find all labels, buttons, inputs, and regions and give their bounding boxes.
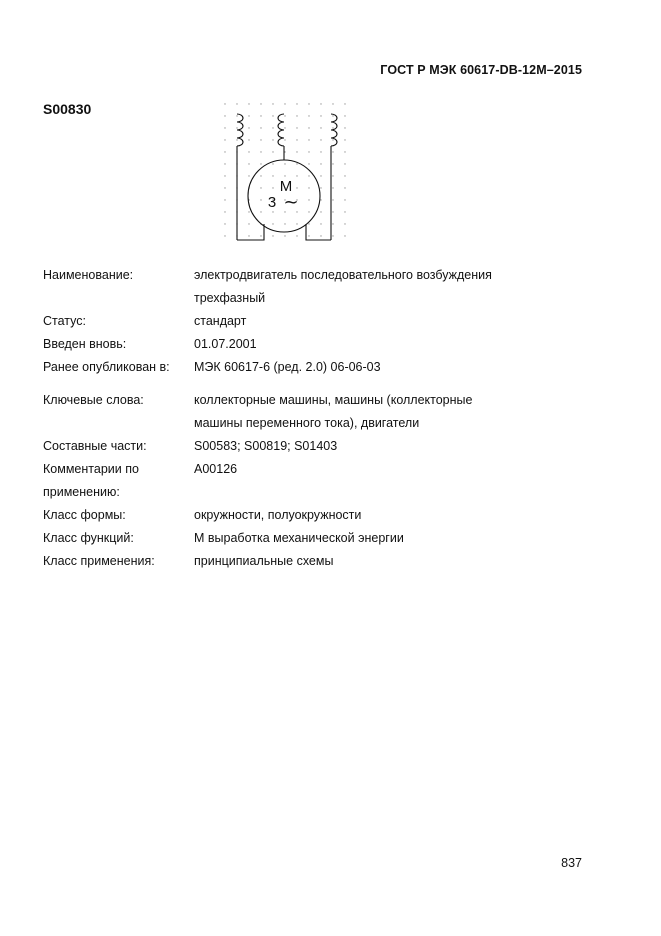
grid-dot xyxy=(224,223,225,224)
grid-dot xyxy=(320,235,321,236)
field-value-cell xyxy=(194,333,554,356)
grid-dot xyxy=(224,151,225,152)
field-label: Наименование: xyxy=(43,268,134,282)
grid-dot xyxy=(272,223,273,224)
motor-letter: M xyxy=(279,178,293,195)
motor-symbol-figure xyxy=(222,100,347,248)
grid-dot xyxy=(272,211,273,212)
grid-dot xyxy=(308,175,309,176)
grid-dot xyxy=(332,175,333,176)
grid-dot xyxy=(296,151,297,152)
grid-dot xyxy=(284,115,285,116)
grid-dot xyxy=(308,199,309,200)
winding-middle-coil xyxy=(278,114,284,146)
grid-dot xyxy=(260,187,261,188)
grid-dot xyxy=(272,187,273,188)
grid-dot xyxy=(308,103,309,104)
metadata-row xyxy=(43,435,554,458)
grid-dot xyxy=(224,187,225,188)
grid-dot xyxy=(224,211,225,212)
field-value-cell xyxy=(194,504,554,527)
grid-dot xyxy=(284,235,285,236)
grid-dot xyxy=(248,211,249,212)
grid-dot xyxy=(344,127,345,128)
grid-dot xyxy=(248,223,249,224)
grid-dots xyxy=(224,103,345,236)
motor-phase-number: 3 xyxy=(267,194,277,211)
grid-dot xyxy=(260,211,261,212)
grid-dot xyxy=(332,139,333,140)
page-number: 837 xyxy=(561,856,582,870)
field-label: Ранее опубликован в: xyxy=(43,360,170,374)
grid-dot xyxy=(308,211,309,212)
grid-dot xyxy=(224,103,225,104)
grid-dot xyxy=(260,103,261,104)
grid-dot xyxy=(332,127,333,128)
grid-dot xyxy=(224,175,225,176)
grid-dot xyxy=(296,187,297,188)
metadata-row xyxy=(43,550,554,573)
grid-dot xyxy=(224,235,225,236)
grid-dot xyxy=(332,187,333,188)
field-label-cell xyxy=(43,356,194,379)
grid-dot xyxy=(308,235,309,236)
grid-dot xyxy=(320,115,321,116)
grid-dot xyxy=(260,151,261,152)
grid-dot xyxy=(296,103,297,104)
field-value: A00126 xyxy=(194,462,238,476)
grid-dot xyxy=(260,235,261,236)
field-value: машины переменного тока), двигатели xyxy=(194,416,420,430)
grid-dot xyxy=(344,223,345,224)
field-value: стандарт xyxy=(194,314,247,328)
grid-dot xyxy=(248,235,249,236)
grid-dot xyxy=(248,115,249,116)
grid-dot xyxy=(344,199,345,200)
field-label-cell xyxy=(43,435,194,458)
field-label: Класс функций: xyxy=(43,531,134,545)
grid-dot xyxy=(260,127,261,128)
field-value-cell xyxy=(194,356,554,379)
metadata-row xyxy=(43,310,554,333)
grid-dot xyxy=(320,175,321,176)
grid-dot xyxy=(272,127,273,128)
metadata-row xyxy=(43,504,554,527)
symbol-metadata-table xyxy=(43,264,554,573)
grid-dot xyxy=(248,103,249,104)
field-label-cell xyxy=(43,379,194,435)
grid-dot xyxy=(260,115,261,116)
field-label: Комментарии по xyxy=(43,462,139,476)
grid-dot xyxy=(320,223,321,224)
field-value-cell xyxy=(194,379,554,435)
grid-dot xyxy=(344,115,345,116)
grid-dot xyxy=(284,163,285,164)
grid-dot xyxy=(308,127,309,128)
grid-dot xyxy=(260,175,261,176)
grid-dot xyxy=(344,151,345,152)
grid-dot xyxy=(260,199,261,200)
grid-dot xyxy=(320,199,321,200)
grid-dot xyxy=(236,139,237,140)
grid-dot xyxy=(296,163,297,164)
connection-left xyxy=(237,224,264,240)
grid-dot xyxy=(272,115,273,116)
field-label: Статус: xyxy=(43,314,86,328)
grid-dot xyxy=(272,235,273,236)
grid-dot xyxy=(332,163,333,164)
field-label-cell xyxy=(43,264,194,310)
grid-dot xyxy=(260,139,261,140)
grid-dot xyxy=(344,187,345,188)
grid-dot xyxy=(308,139,309,140)
grid-dot xyxy=(296,235,297,236)
field-label-cell xyxy=(43,458,194,504)
field-value-cell xyxy=(194,435,554,458)
field-value: окружности, полуокружности xyxy=(194,508,362,522)
grid-dot xyxy=(224,199,225,200)
grid-dot xyxy=(236,127,237,128)
grid-dot xyxy=(344,163,345,164)
grid-dot xyxy=(308,115,309,116)
field-value-cell xyxy=(194,264,554,310)
grid-dot xyxy=(332,151,333,152)
grid-dot xyxy=(344,103,345,104)
grid-dot xyxy=(344,175,345,176)
field-value: электродвигатель последовательного возбуждения xyxy=(194,268,492,282)
grid-dot xyxy=(296,223,297,224)
grid-dot xyxy=(320,163,321,164)
field-value: коллекторные машины, машины (коллекторные xyxy=(194,393,473,407)
field-value: МЭК 60617-6 (ред. 2.0) 06-06-03 xyxy=(194,360,381,374)
symbol-id: S00830 xyxy=(43,101,92,117)
grid-dot xyxy=(320,187,321,188)
field-label-cell xyxy=(43,504,194,527)
motor-ac-tilde: ~ xyxy=(283,192,299,213)
grid-dot xyxy=(344,139,345,140)
grid-dot xyxy=(296,139,297,140)
grid-dot xyxy=(284,103,285,104)
field-label-cell xyxy=(43,310,194,333)
field-value: М выработка механической энергии xyxy=(194,531,404,545)
grid-dot xyxy=(332,115,333,116)
grid-dot xyxy=(272,103,273,104)
grid-dot xyxy=(344,235,345,236)
grid-dot xyxy=(224,163,225,164)
grid-dot xyxy=(344,211,345,212)
grid-dot xyxy=(248,139,249,140)
field-value-cell xyxy=(194,310,554,333)
grid-dot xyxy=(260,163,261,164)
metadata-row xyxy=(43,458,554,504)
field-label-cell xyxy=(43,333,194,356)
grid-dot xyxy=(248,175,249,176)
field-value-cell xyxy=(194,527,554,550)
grid-dot xyxy=(308,223,309,224)
field-value-cell xyxy=(194,550,554,573)
grid-dot xyxy=(272,163,273,164)
field-label-cell xyxy=(43,527,194,550)
grid-dot xyxy=(296,127,297,128)
grid-dot xyxy=(248,151,249,152)
grid-dot xyxy=(296,175,297,176)
grid-dot xyxy=(320,211,321,212)
field-label: Класс формы: xyxy=(43,508,126,522)
field-label-cell xyxy=(43,550,194,573)
grid-dot xyxy=(224,115,225,116)
grid-dot xyxy=(332,199,333,200)
field-label: Введен вновь: xyxy=(43,337,127,351)
grid-dot xyxy=(236,103,237,104)
grid-dot xyxy=(284,139,285,140)
winding-right-coil xyxy=(331,114,337,146)
grid-dot xyxy=(332,235,333,236)
grid-dot xyxy=(308,151,309,152)
grid-dot xyxy=(284,127,285,128)
field-value: принципиальные схемы xyxy=(194,554,334,568)
grid-dot xyxy=(332,223,333,224)
metadata-row xyxy=(43,356,554,379)
field-value: 01.07.2001 xyxy=(194,337,257,351)
field-value: S00583; S00819; S01403 xyxy=(194,439,338,453)
metadata-row xyxy=(43,333,554,356)
grid-dot xyxy=(272,151,273,152)
grid-dot xyxy=(332,211,333,212)
metadata-row xyxy=(43,264,554,310)
grid-dot xyxy=(272,175,273,176)
grid-dot xyxy=(320,151,321,152)
winding-left-coil xyxy=(237,114,243,146)
grid-dot xyxy=(320,103,321,104)
metadata-row xyxy=(43,379,554,435)
grid-dot xyxy=(272,139,273,140)
connection-right xyxy=(306,224,331,240)
grid-dot xyxy=(308,163,309,164)
grid-dot xyxy=(284,175,285,176)
grid-dot xyxy=(320,127,321,128)
field-label: Составные части: xyxy=(43,439,147,453)
motor-symbol-lines xyxy=(237,114,337,240)
grid-dot xyxy=(224,127,225,128)
grid-dot xyxy=(248,163,249,164)
field-label: применению: xyxy=(43,485,120,499)
grid-dot xyxy=(308,187,309,188)
grid-dot xyxy=(236,115,237,116)
metadata-row xyxy=(43,527,554,550)
grid-dot xyxy=(332,103,333,104)
grid-dot xyxy=(296,115,297,116)
document-header: ГОСТ Р МЭК 60617-DB-12M–2015 xyxy=(380,63,582,77)
field-value-cell xyxy=(194,458,554,504)
grid-dot xyxy=(320,139,321,140)
field-label: Класс применения: xyxy=(43,554,155,568)
grid-dot xyxy=(284,223,285,224)
field-value: трехфазный xyxy=(194,291,266,305)
field-label: Ключевые слова: xyxy=(43,393,144,407)
grid-dot xyxy=(248,127,249,128)
grid-dot xyxy=(224,139,225,140)
